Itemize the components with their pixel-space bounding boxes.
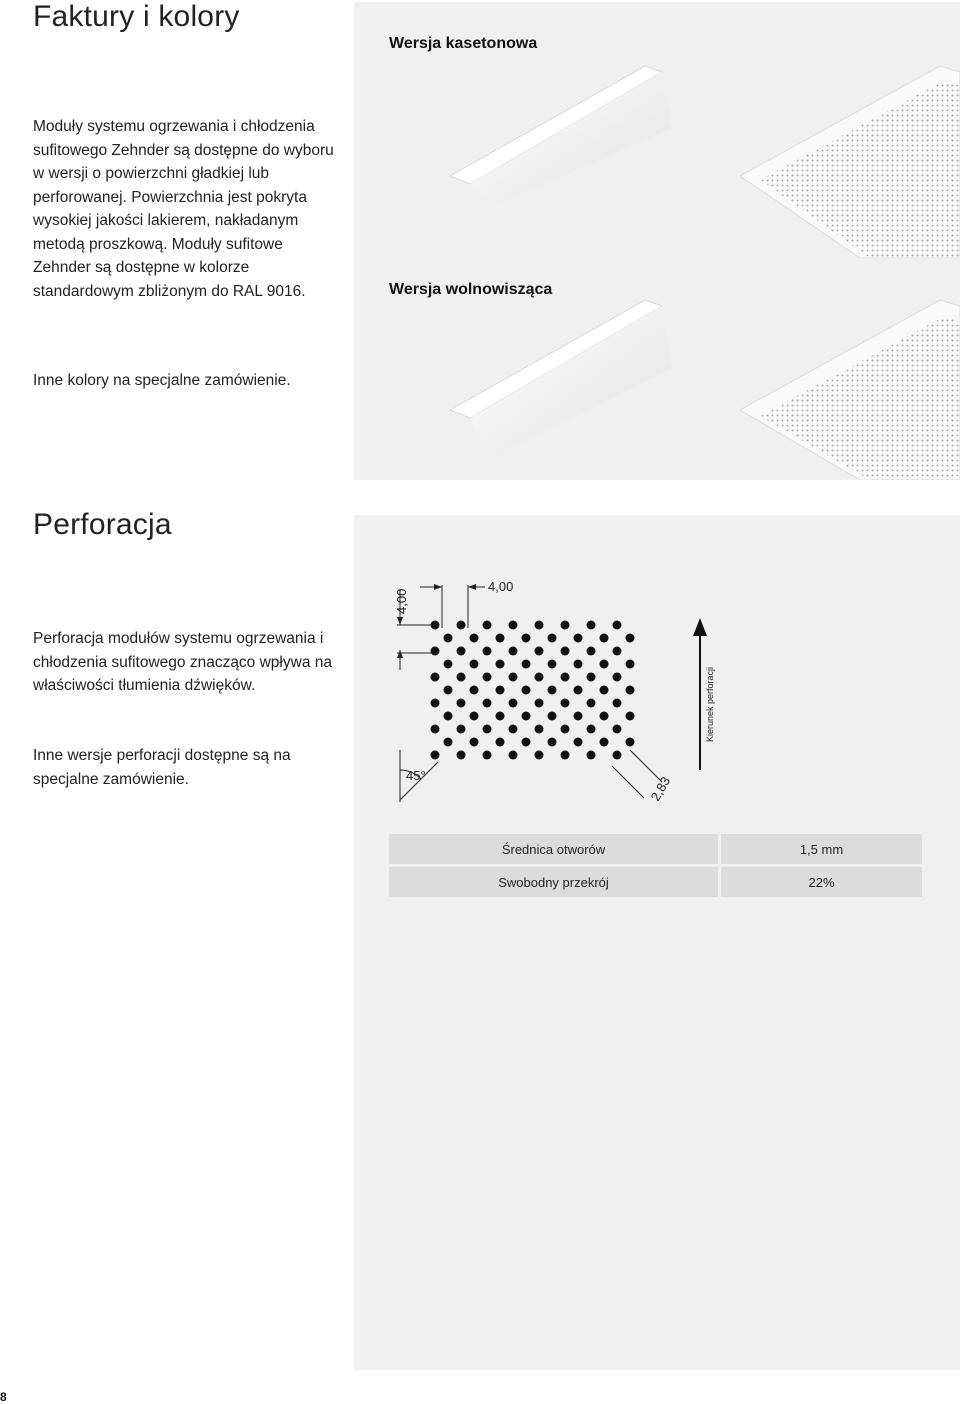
perforation-hole bbox=[444, 660, 453, 669]
perforation-hole bbox=[587, 699, 596, 708]
perforation-hole bbox=[457, 647, 466, 656]
perforation-hole bbox=[574, 660, 583, 669]
spec-value: 1,5 mm bbox=[721, 834, 922, 864]
perforation-hole bbox=[470, 712, 479, 721]
perforation-hole bbox=[522, 660, 531, 669]
perforation-hole bbox=[561, 647, 570, 656]
angle-label: 45° bbox=[406, 768, 426, 783]
perforation-hole bbox=[457, 673, 466, 682]
perforation-hole bbox=[587, 673, 596, 682]
perforation-hole bbox=[509, 725, 518, 734]
perforation-hole bbox=[483, 673, 492, 682]
perforation-hole bbox=[600, 738, 609, 747]
perforation-hole bbox=[600, 686, 609, 695]
perforation-hole bbox=[574, 686, 583, 695]
perforation-hole bbox=[561, 699, 570, 708]
perforation-direction-label: Kierunek perforacji bbox=[705, 666, 715, 742]
perforation-hole bbox=[561, 725, 570, 734]
perforation-hole bbox=[587, 751, 596, 760]
perforation-hole bbox=[626, 738, 635, 747]
horizontal-dimension-label: 4,00 bbox=[488, 579, 514, 594]
perforation-hole bbox=[496, 634, 505, 643]
perforation-hole bbox=[613, 673, 622, 682]
perforation-hole bbox=[522, 634, 531, 643]
perforation-hole bbox=[613, 725, 622, 734]
spec-label: Swobodny przekrój bbox=[389, 867, 721, 897]
perforation-hole bbox=[457, 621, 466, 630]
perforation-hole bbox=[457, 751, 466, 760]
perforation-hole-grid bbox=[431, 621, 635, 760]
perforation-hole bbox=[431, 751, 440, 760]
perforation-hole bbox=[457, 725, 466, 734]
perforation-hole bbox=[496, 738, 505, 747]
perforation-hole bbox=[613, 699, 622, 708]
perforation-hole bbox=[509, 621, 518, 630]
perforation-hole bbox=[561, 621, 570, 630]
perforation-hole bbox=[522, 686, 531, 695]
perforation-hole bbox=[626, 686, 635, 695]
perforation-hole bbox=[470, 738, 479, 747]
other-colors-note: Inne kolory na specjalne zamówienie. bbox=[33, 372, 291, 389]
direction-arrow-icon bbox=[693, 618, 707, 636]
page-title: Faktury i kolory bbox=[33, 0, 240, 33]
perforation-hole bbox=[613, 647, 622, 656]
table-row bbox=[389, 867, 922, 897]
perforation-hole bbox=[548, 686, 557, 695]
perforation-hole bbox=[496, 660, 505, 669]
perforation-hole bbox=[483, 621, 492, 630]
perforation-hole bbox=[600, 660, 609, 669]
perforation-hole bbox=[561, 673, 570, 682]
spec-value: 22% bbox=[721, 867, 922, 897]
perforation-title: Perforacja bbox=[33, 508, 172, 541]
page-number: 8 bbox=[0, 1390, 7, 1404]
perforation-hole bbox=[535, 621, 544, 630]
perforation-hole bbox=[483, 647, 492, 656]
perforation-hole bbox=[431, 647, 440, 656]
vertical-dimension-label: 4,00 bbox=[394, 588, 409, 614]
table-row bbox=[389, 834, 922, 864]
perforation-hole bbox=[457, 699, 466, 708]
perforation-hole bbox=[444, 686, 453, 695]
perforation-hole bbox=[444, 634, 453, 643]
perforation-hole bbox=[431, 699, 440, 708]
perforation-hole bbox=[483, 751, 492, 760]
perforation-hole bbox=[613, 621, 622, 630]
perforation-hole bbox=[496, 686, 505, 695]
perforation-specs-table bbox=[389, 831, 922, 900]
perforation-hole bbox=[483, 699, 492, 708]
perforation-hole bbox=[548, 738, 557, 747]
perforation-hole bbox=[444, 738, 453, 747]
perforation-hole bbox=[470, 660, 479, 669]
perforation-hole bbox=[600, 712, 609, 721]
perforation-hole bbox=[470, 686, 479, 695]
perforation-hole bbox=[574, 634, 583, 643]
perforation-hole bbox=[496, 712, 505, 721]
perforation-hole bbox=[548, 634, 557, 643]
perforation-hole bbox=[535, 673, 544, 682]
perforation-hole bbox=[626, 712, 635, 721]
perforation-hole bbox=[626, 634, 635, 643]
perforation-hole bbox=[431, 725, 440, 734]
perforation-hole bbox=[431, 673, 440, 682]
perforation-hole bbox=[483, 725, 492, 734]
diagonal-dimension-label: 2,83 bbox=[647, 774, 674, 804]
perforation-hole bbox=[509, 673, 518, 682]
perforation-pattern-diagram bbox=[380, 570, 740, 810]
perforation-hole bbox=[613, 751, 622, 760]
perforation-hole bbox=[470, 634, 479, 643]
perforation-hole bbox=[548, 712, 557, 721]
perforation-other-versions-note: Inne wersje perforacji dostępne są na specjalne zamówienie. bbox=[33, 747, 291, 788]
perforation-hole bbox=[509, 647, 518, 656]
perforation-hole bbox=[444, 712, 453, 721]
perforation-hole bbox=[535, 647, 544, 656]
perforation-description: Perforacja modułów systemu ogrzewania i chłodzenia sufitowego znacząco wpływa na właściwości tłumienia dźwięków. bbox=[33, 630, 332, 694]
perforation-hole bbox=[535, 725, 544, 734]
perforation-hole bbox=[600, 634, 609, 643]
cassette-version-label: Wersja kasetonowa bbox=[389, 35, 538, 52]
perforation-hole bbox=[522, 738, 531, 747]
perforation-hole bbox=[574, 712, 583, 721]
textures-description: Moduły systemu ogrzewania i chłodzenia sufitowego Zehnder są dostępne do wyboru w wersji o powierzchni gładkiej lub perforowanej. Powierzchnia jest pokryta wysokiej jakości lakierem, nakładanym metodą proszkową. Moduły sufitowe Zehnder są dostępne w kolorze standardowym zbliżonym do RAL 9016. bbox=[33, 118, 334, 300]
cassette-panel-image bbox=[440, 58, 960, 258]
perforation-hole bbox=[587, 621, 596, 630]
perforation-hole bbox=[509, 751, 518, 760]
freehanging-panel-image bbox=[440, 298, 960, 480]
freehanging-version-label: Wersja wolnowisząca bbox=[389, 281, 553, 298]
perforation-hole bbox=[548, 660, 557, 669]
perforation-hole bbox=[535, 751, 544, 760]
perforation-hole bbox=[574, 738, 583, 747]
perforation-hole bbox=[561, 751, 570, 760]
perforation-hole bbox=[587, 647, 596, 656]
perforation-hole bbox=[509, 699, 518, 708]
perforation-hole bbox=[535, 699, 544, 708]
perforation-hole bbox=[522, 712, 531, 721]
perforation-hole bbox=[626, 660, 635, 669]
perforation-hole bbox=[587, 725, 596, 734]
spec-label: Średnica otworów bbox=[389, 834, 721, 864]
